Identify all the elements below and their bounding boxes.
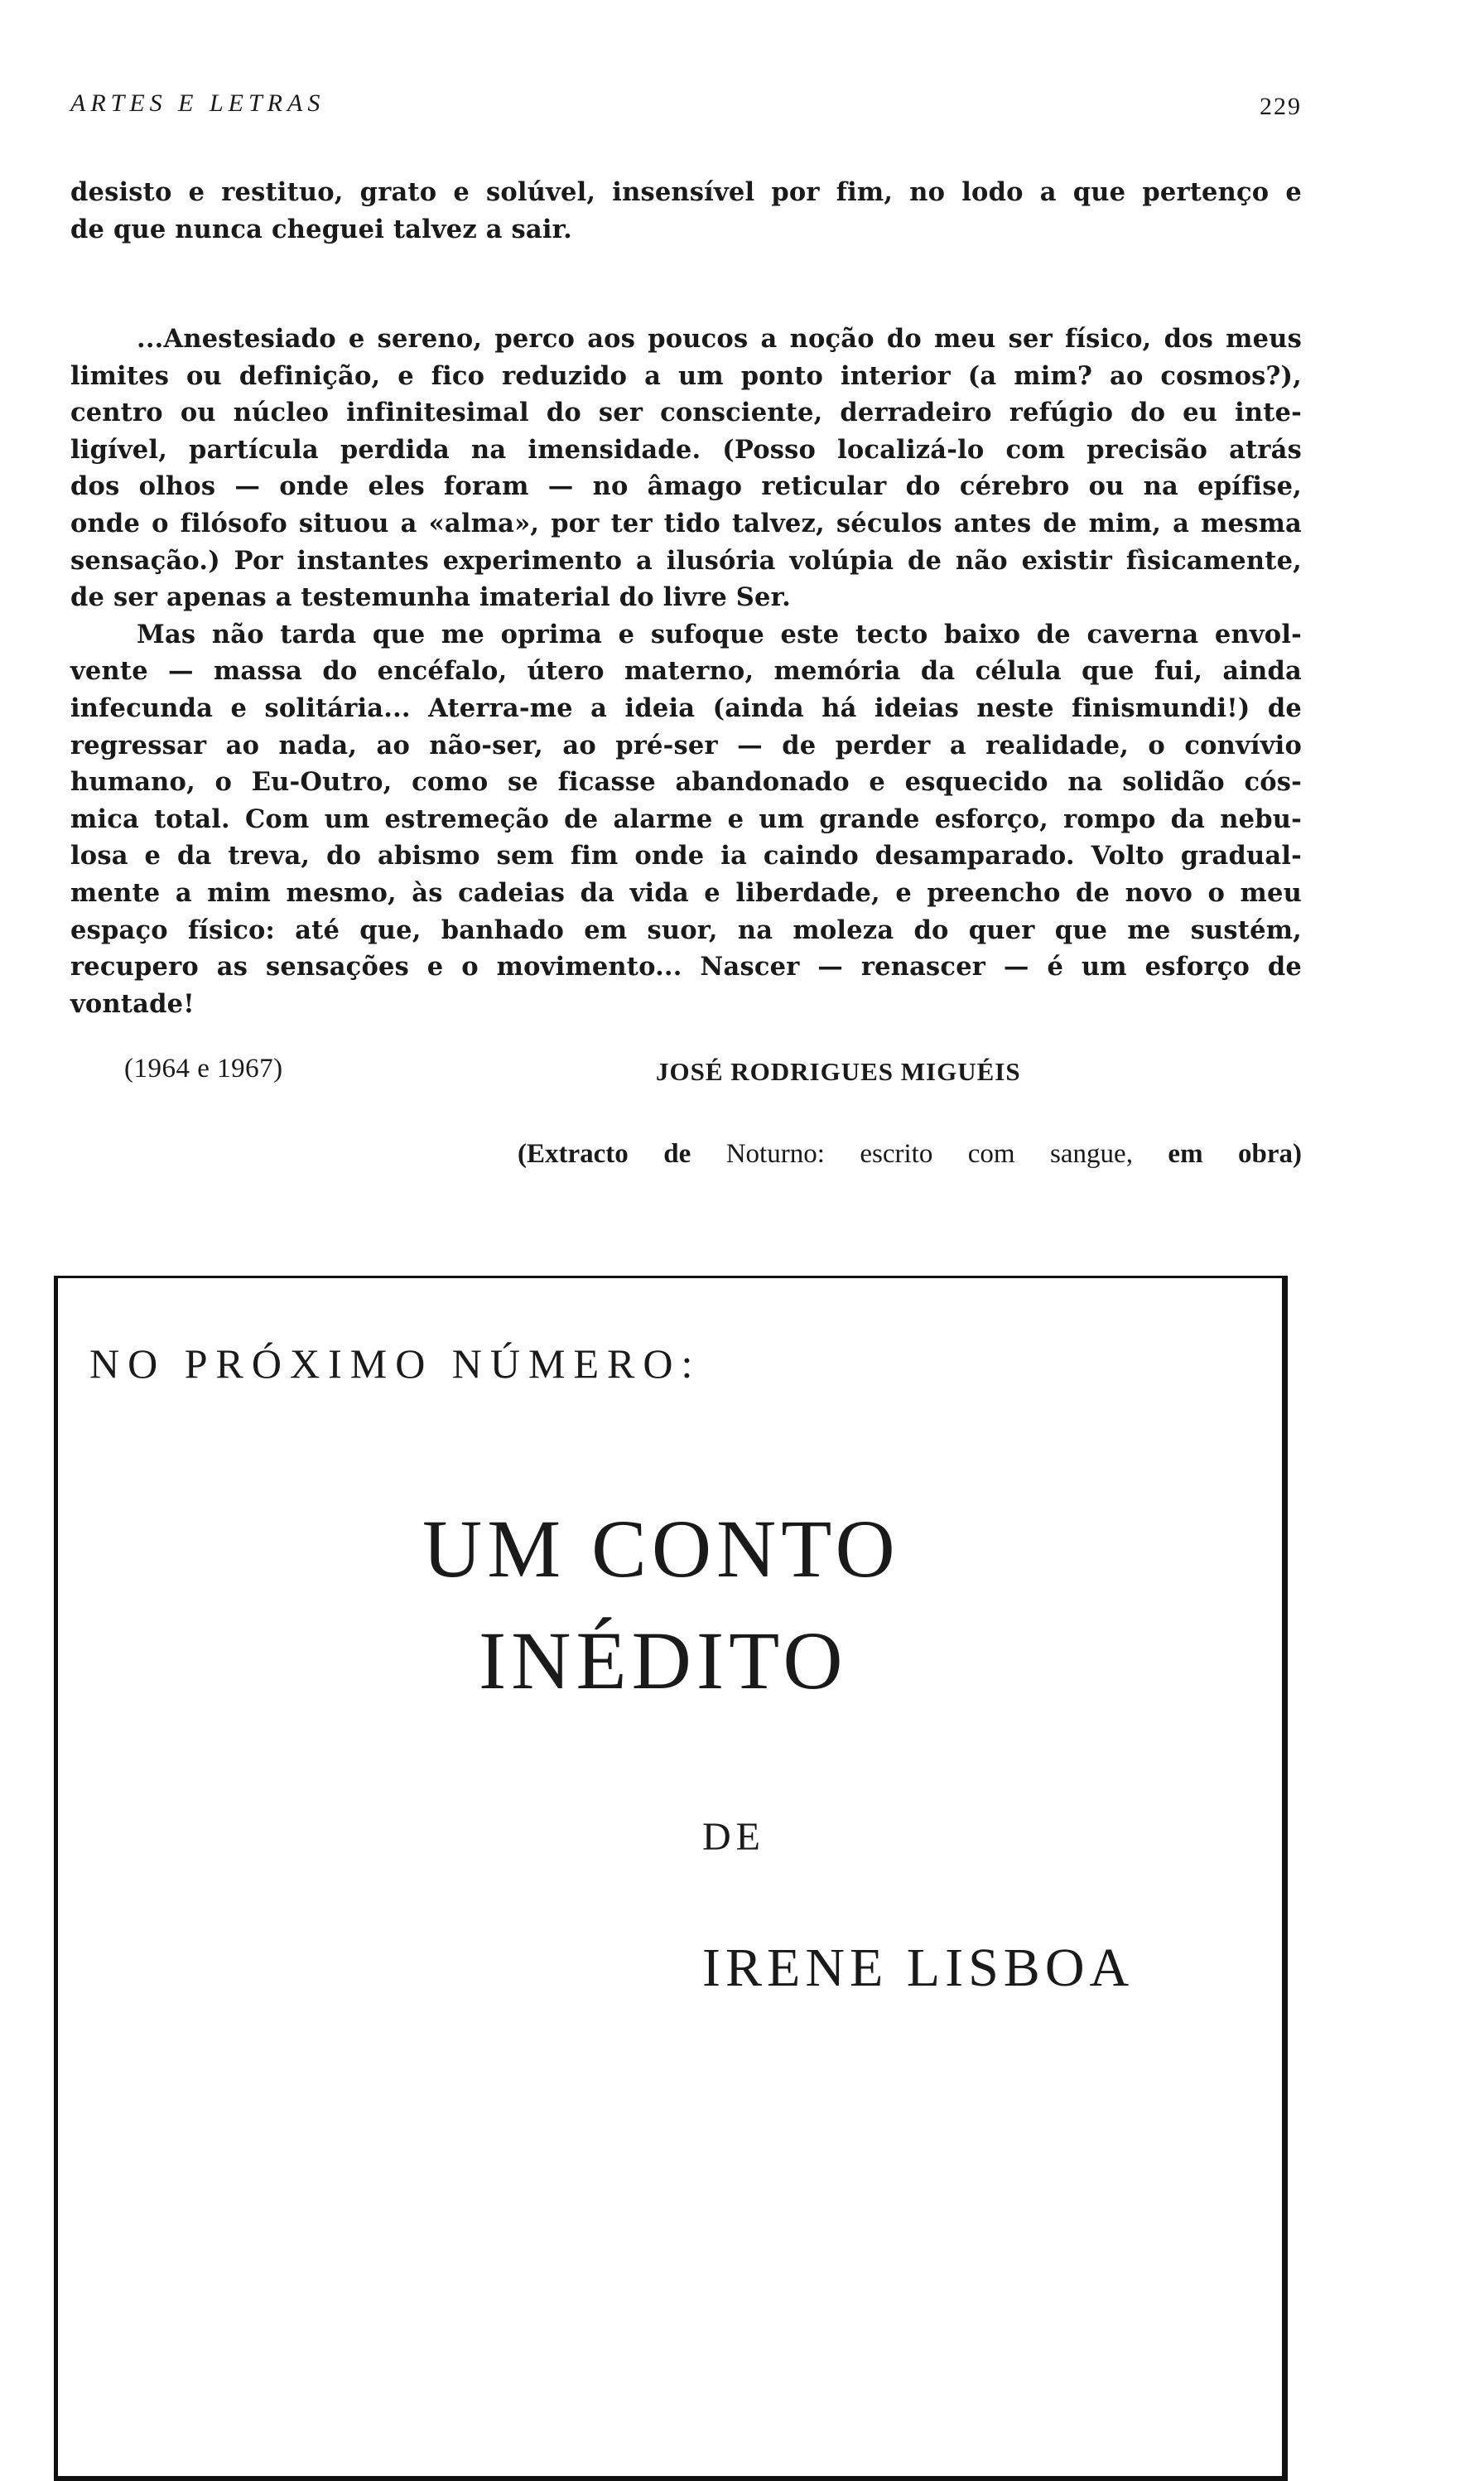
text-line: infecunda e solitária... Aterra-me a ideia (ainda há ideias neste finismundi!) de	[70, 693, 1302, 723]
text-line: mente a mim mesmo, às cadeias da vida e liberdade, e preencho de novo o meu	[70, 877, 1302, 908]
text-line: mica total. Com um estremeção de alarme e um grande esforço, rompo da nebu-	[70, 804, 1302, 834]
running-head: ARTES E LETRAS	[70, 89, 325, 117]
announcement-author: IRENE LISBOA	[702, 1938, 1135, 1998]
extract-work-title: Noturno:	[725, 1139, 825, 1169]
text-line: recupero as sensações e o movimento... Nascer — renascer — é um esforço de	[70, 952, 1302, 982]
text-line: dos olhos — onde eles foram — no âmago reticular do cérebro ou na epífise,	[70, 471, 1302, 502]
text-line: centro ou núcleo infinitesimal do ser consciente, derradeiro refúgio do eu inte-	[70, 398, 1302, 428]
text-line: vente — massa do encéfalo, útero materno, memória da célula que fui, ainda	[70, 656, 1302, 687]
announcement-box	[54, 1276, 1288, 2481]
text-line: espaço físico: até que, banhado em suor, na moleza do quer que me sustém,	[70, 915, 1302, 945]
text-line: Mas não tarda que me oprima e sufoque este tecto baixo de caverna envol-	[137, 619, 1302, 649]
text-line: onde o filósofo situou a «alma», por ter tido talvez, séculos antes de mim, a mesma	[70, 508, 1302, 538]
page-header	[70, 89, 1302, 131]
extract-work-subtitle: escrito com sangue,	[860, 1139, 1133, 1169]
announcement-by: DE	[702, 1815, 765, 1859]
announcement-kicker: NO PRÓXIMO NÚMERO:	[89, 1340, 701, 1387]
extract-open: (Extracto de	[518, 1139, 691, 1169]
announcement-title-line-1: UM CONTO	[422, 1503, 900, 1595]
text-line: humano, o Eu-Outro, como se ficasse abandonado e esquecido na solidão cós-	[70, 767, 1302, 798]
page-number: 229	[1260, 93, 1302, 120]
composition-dates: (1964 e 1967)	[124, 1054, 283, 1084]
announcement-title-line-2: INÉDITO	[479, 1615, 848, 1706]
extract-close: em obra)	[1168, 1139, 1303, 1169]
continuation-paragraph	[70, 174, 1302, 248]
extract-note	[518, 1139, 1302, 1170]
text-line: desisto e restituo, grato e solúvel, insensível por fim, no lodo a que pertenço e	[70, 177, 1302, 207]
text-line: de que nunca cheguei talvez a sair.	[70, 214, 572, 244]
signature-row	[124, 1054, 1284, 1103]
text-line: limites ou definição, e fico reduzido a um ponto interior (a mim? ao cosmos?),	[70, 360, 1302, 391]
author-signature: JOSÉ RODRIGUES MIGUÉIS	[656, 1057, 1021, 1086]
main-paragraph	[70, 321, 1302, 1022]
text-line: vontade!	[70, 988, 195, 1019]
text-line: sensação.) Por instantes experimento a ilusória volúpia de não existir fìsicamente,	[70, 545, 1302, 576]
text-line: losa e da treva, do abismo sem fim onde ia caindo desamparado. Volto gradual-	[70, 841, 1302, 871]
text-line: ligível, partícula perdida na imensidade. (Posso localizá-lo com precisão atrás	[70, 434, 1302, 465]
text-line: regressar ao nada, ao não-ser, ao pré-ser — de perder a realidade, o convívio	[70, 730, 1302, 760]
text-line: ...Anestesiado e sereno, perco aos poucos a noção do meu ser físico, dos meus	[137, 324, 1302, 354]
text-line: de ser apenas a testemunha imaterial do livre Ser.	[70, 582, 791, 613]
